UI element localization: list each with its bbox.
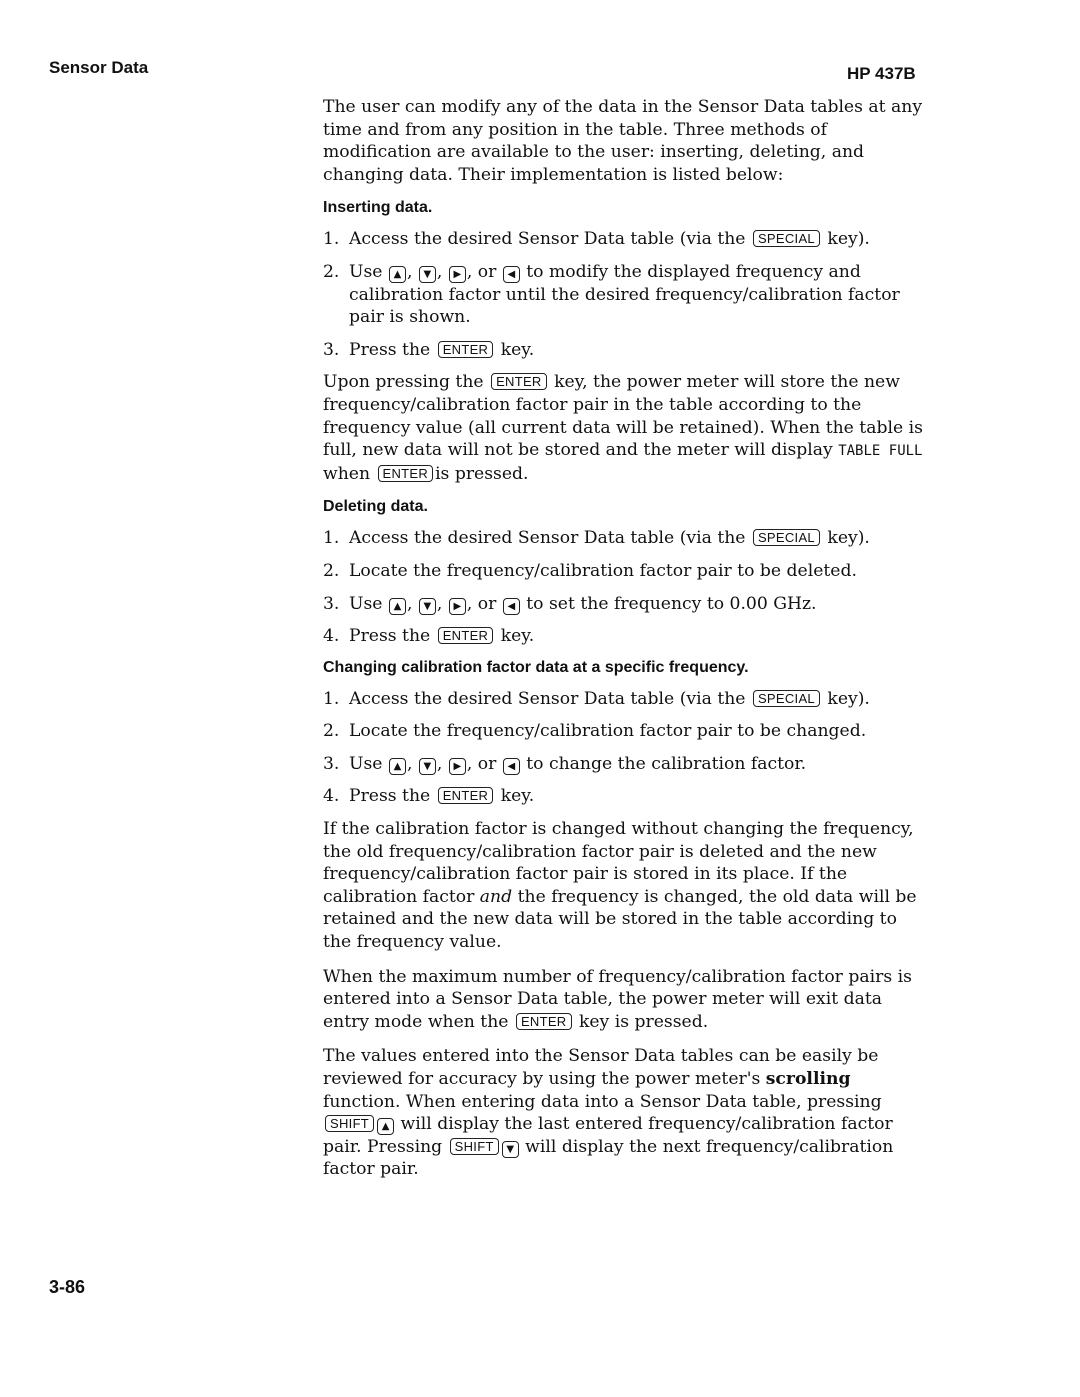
step-text: key. — [500, 626, 535, 647]
emphasis-and: and — [479, 886, 513, 907]
step-number: 2. — [323, 261, 340, 282]
up-arrow-key-icon: ▲ — [377, 1118, 394, 1135]
down-arrow-key-icon: ▼ — [419, 598, 436, 615]
intro-paragraph: The user can modify any of the data in the Sensor Data tables at any time and from any position in the table. Three methods of modification are available to the user: inserting, deleting, and changing data. Their implementation is listed below: — [323, 97, 923, 185]
step-text: Press the — [349, 786, 431, 807]
heading-changing: Changing calibration factor data at a specific frequency. — [323, 658, 749, 676]
changing-step-1 — [323, 688, 923, 711]
page-number: 3-86 — [49, 1277, 86, 1297]
step-number: 1. — [323, 229, 340, 250]
special-key: SPECIAL — [753, 690, 820, 707]
down-arrow-key-icon: ▼ — [502, 1141, 519, 1158]
text: will display the next frequency/calibration factor pair. — [323, 1136, 894, 1180]
or-text: , or — [466, 593, 497, 614]
up-arrow-key-icon: ▲ — [389, 266, 406, 283]
step-number: 3. — [323, 339, 340, 360]
step-text: Use — [349, 261, 383, 282]
step-text: Access the desired Sensor Data table (via the — [349, 229, 746, 250]
step-text: key). — [827, 688, 870, 709]
punct: , — [436, 593, 443, 614]
text: function. When entering data into a Sensor Data table, pressing — [323, 1091, 882, 1112]
changing-step-4 — [323, 785, 923, 808]
changing-step-3 — [323, 753, 923, 776]
right-arrow-key-icon: ▶ — [449, 266, 466, 283]
step-text: Access the desired Sensor Data table (via the — [349, 528, 746, 549]
step-number: 4. — [323, 786, 340, 807]
emphasis-scrolling: scrolling — [765, 1069, 851, 1089]
text: when — [323, 463, 371, 484]
enter-key: ENTER — [491, 373, 547, 390]
text: will display the last entered frequency/calibration factor pair. Pressing — [323, 1114, 893, 1157]
left-arrow-key-icon: ◀ — [503, 598, 520, 615]
punct: , — [436, 261, 443, 282]
text: is pressed. — [435, 463, 529, 484]
left-arrow-key-icon: ◀ — [503, 266, 520, 283]
left-arrow-key-icon: ◀ — [503, 758, 520, 775]
special-key: SPECIAL — [753, 230, 820, 247]
deleting-step-3 — [323, 593, 923, 616]
enter-key: ENTER — [438, 787, 494, 804]
step-text: to modify the displayed frequency and calibration factor until the desired frequency/calibration factor pair is shown. — [349, 261, 900, 328]
running-header-model: HP 437B — [847, 64, 916, 83]
step-text: key). — [827, 229, 870, 250]
inserting-step-3 — [323, 339, 923, 362]
step-number: 3. — [323, 593, 340, 614]
up-arrow-key-icon: ▲ — [389, 598, 406, 615]
inserting-step-2 — [323, 261, 923, 329]
step-text: Press the — [349, 626, 431, 647]
punct: , — [406, 593, 413, 614]
step-text: key). — [827, 528, 870, 549]
display-text-table-full: TABLE FULL — [838, 443, 923, 460]
right-arrow-key-icon: ▶ — [449, 598, 466, 615]
changing-paragraph-3 — [323, 1045, 923, 1181]
text: key is pressed. — [578, 1011, 709, 1032]
punct: , — [406, 261, 413, 282]
enter-key: ENTER — [438, 341, 494, 358]
step-text: key. — [500, 339, 535, 360]
text: the frequency is changed, the old data will be retained and the new data will be stored in the table according to the frequency value. — [323, 886, 917, 953]
deleting-step-2 — [323, 560, 923, 583]
text: key, the power meter will store the new frequency/calibration factor pair in the table according to the frequency value (all current data will be retained). When the table is full, new data will not be stored and the meter will display — [323, 372, 923, 461]
step-text: Press the — [349, 339, 431, 360]
up-arrow-key-icon: ▲ — [389, 758, 406, 775]
text: Upon pressing the — [323, 372, 484, 393]
step-number: 2. — [323, 721, 340, 742]
changing-paragraph-2 — [323, 966, 923, 1034]
step-text: Locate the frequency/calibration factor pair to be changed. — [349, 721, 867, 742]
text: The values entered into the Sensor Data tables can be easily be reviewed for accuracy by using the power meter's — [323, 1046, 879, 1089]
deleting-step-4 — [323, 625, 923, 648]
heading-inserting: Inserting data. — [323, 199, 433, 217]
step-text: Use — [349, 593, 383, 614]
step-text: to set the frequency to 0.00 GHz. — [526, 593, 817, 614]
main-column — [323, 96, 923, 1193]
inserting-step-1 — [323, 228, 923, 251]
or-text: , or — [466, 261, 497, 282]
right-arrow-key-icon: ▶ — [449, 758, 466, 775]
step-text: key. — [500, 786, 535, 807]
step-text: Use — [349, 753, 383, 774]
step-number: 3. — [323, 753, 340, 774]
shift-key: SHIFT — [325, 1115, 374, 1132]
enter-key: ENTER — [438, 627, 494, 644]
punct: , — [406, 753, 413, 774]
changing-step-2 — [323, 720, 923, 743]
heading-deleting: Deleting data. — [323, 498, 428, 516]
text: When the maximum number of frequency/calibration factor pairs is entered into a Sensor Data table, the power meter will exit data entry mode when the — [323, 966, 912, 1032]
or-text: , or — [466, 753, 497, 774]
step-text: Locate the frequency/calibration factor pair to be deleted. — [349, 560, 857, 581]
step-number: 1. — [323, 528, 340, 549]
special-key: SPECIAL — [753, 529, 820, 546]
shift-key: SHIFT — [450, 1138, 499, 1155]
changing-paragraph-1 — [323, 818, 923, 954]
inserting-paragraph — [323, 371, 923, 485]
enter-key: ENTER — [516, 1013, 572, 1030]
enter-key: ENTER — [378, 465, 434, 482]
step-number: 4. — [323, 626, 340, 647]
down-arrow-key-icon: ▼ — [419, 758, 436, 775]
step-number: 2. — [323, 560, 340, 581]
step-number: 1. — [323, 688, 340, 709]
punct: , — [436, 753, 443, 774]
down-arrow-key-icon: ▼ — [419, 266, 436, 283]
step-text: to change the calibration factor. — [526, 753, 807, 774]
deleting-step-1 — [323, 527, 923, 550]
running-header-section: Sensor Data — [49, 58, 149, 77]
step-text: Access the desired Sensor Data table (via the — [349, 688, 746, 709]
text: If the calibration factor is changed without changing the frequency, the old frequency/calibration factor pair is deleted and the new frequency/calibration factor pair is stored in its place. If the calibration factor — [323, 819, 914, 907]
